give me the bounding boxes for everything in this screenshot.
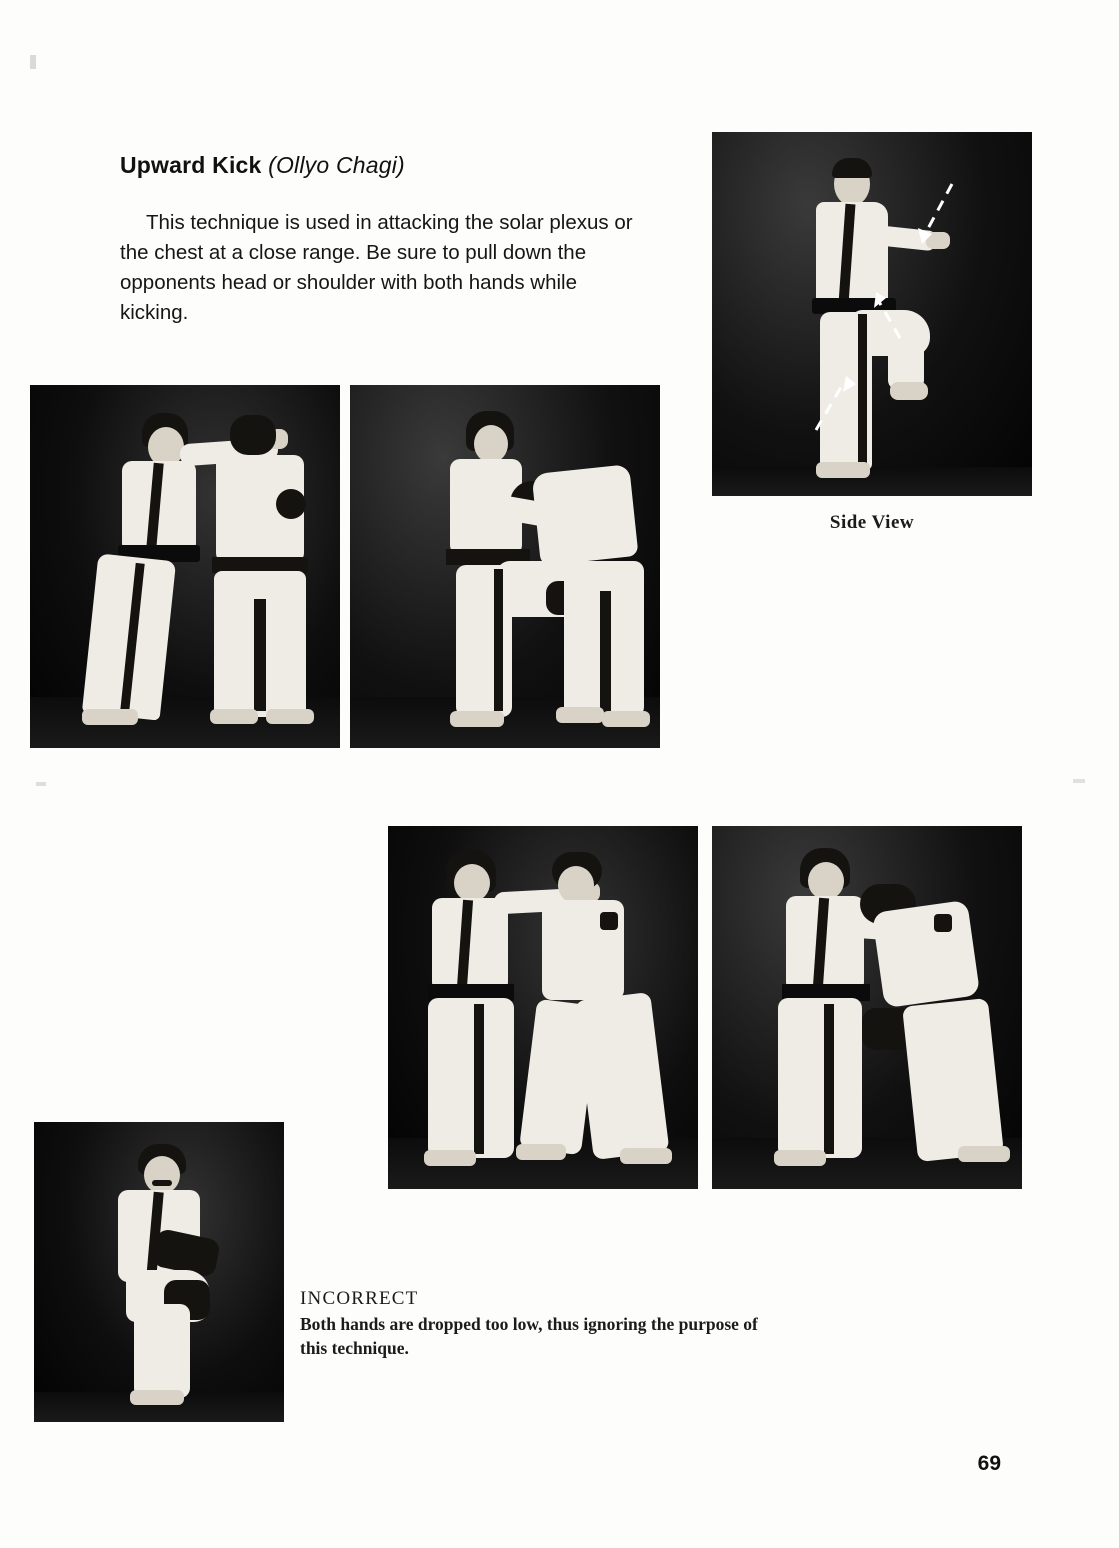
figure-foot bbox=[450, 711, 504, 727]
photo-sideview-content bbox=[712, 132, 1032, 496]
photo-step-1-content bbox=[30, 385, 340, 748]
page-number: 69 bbox=[977, 1452, 1001, 1475]
figure-opponent-head bbox=[558, 866, 594, 904]
incorrect-caption-block bbox=[300, 1288, 760, 1360]
direction-arrows bbox=[712, 132, 1032, 496]
body-paragraph bbox=[120, 208, 640, 328]
figure-opponent-foot bbox=[556, 707, 604, 723]
paragraph-text: This technique is used in attacking the solar plexus or the chest at a close range. Be sure to pull down the opponents head or shoulder with both hands while kicking. bbox=[120, 211, 633, 324]
figure-standing-leg bbox=[456, 565, 512, 717]
caption-side-view: Side View bbox=[829, 512, 915, 533]
figure-opponent-foot bbox=[620, 1148, 672, 1164]
figure-foot bbox=[82, 709, 138, 725]
figure-opponent-foot bbox=[516, 1144, 566, 1160]
figure-opponent-legs bbox=[902, 998, 1004, 1162]
heading-title: Upward Kick bbox=[120, 152, 269, 178]
figure-opponent-foot bbox=[602, 711, 650, 727]
figure-opponent-foot bbox=[266, 709, 314, 724]
figure-trouser-stripe bbox=[474, 1004, 484, 1154]
scan-artifact bbox=[36, 782, 46, 786]
incorrect-title: INCORRECT bbox=[300, 1288, 419, 1309]
photo-step-3 bbox=[388, 826, 698, 1189]
figure-head bbox=[144, 1156, 180, 1194]
figure-opponent-emblem bbox=[276, 489, 306, 519]
heading-korean-title: (Ollyo Chagi) bbox=[268, 152, 405, 178]
photo-step-2 bbox=[350, 385, 660, 748]
scan-artifact bbox=[1073, 779, 1085, 783]
figure-foot bbox=[774, 1150, 826, 1166]
figure-opponent-torso bbox=[872, 900, 980, 1008]
photo-step-4 bbox=[712, 826, 1022, 1189]
photo-step-4-content bbox=[712, 826, 1022, 1189]
figure-opponent-leg-gap bbox=[600, 591, 611, 713]
figure-trouser-stripe bbox=[824, 1004, 834, 1154]
figure-legs bbox=[428, 998, 514, 1158]
figure-foot bbox=[130, 1390, 184, 1405]
photo-step-1 bbox=[30, 385, 340, 748]
figure-opponent-leg-front bbox=[519, 999, 599, 1155]
figure-opponent-hair bbox=[230, 415, 276, 455]
incorrect-body: Both hands are dropped too low, thus ignoring the purpose of this technique. bbox=[300, 1314, 758, 1358]
figure-opponent-emblem bbox=[600, 912, 618, 930]
figure-opponent-foot bbox=[958, 1146, 1010, 1162]
figure-head bbox=[454, 864, 490, 902]
photo-sideview bbox=[712, 132, 1032, 496]
photo-step-2-content bbox=[350, 385, 660, 748]
figure-opponent-leg-gap bbox=[254, 599, 266, 711]
figure-foot bbox=[424, 1150, 476, 1166]
figure-head bbox=[474, 425, 508, 463]
figure-opponent-foot bbox=[210, 709, 258, 724]
figure-opponent-emblem bbox=[934, 914, 952, 932]
scan-artifact bbox=[30, 55, 36, 69]
photo-incorrect bbox=[34, 1122, 284, 1422]
photo-step-3-content bbox=[388, 826, 698, 1189]
figure-standing-leg bbox=[134, 1304, 190, 1398]
figure-trouser-stripe bbox=[494, 569, 503, 711]
section-heading bbox=[120, 152, 405, 179]
photo-incorrect-content bbox=[34, 1122, 284, 1422]
figure-moustache bbox=[152, 1180, 172, 1186]
figure-legs bbox=[778, 998, 862, 1158]
figure-head bbox=[808, 862, 844, 900]
